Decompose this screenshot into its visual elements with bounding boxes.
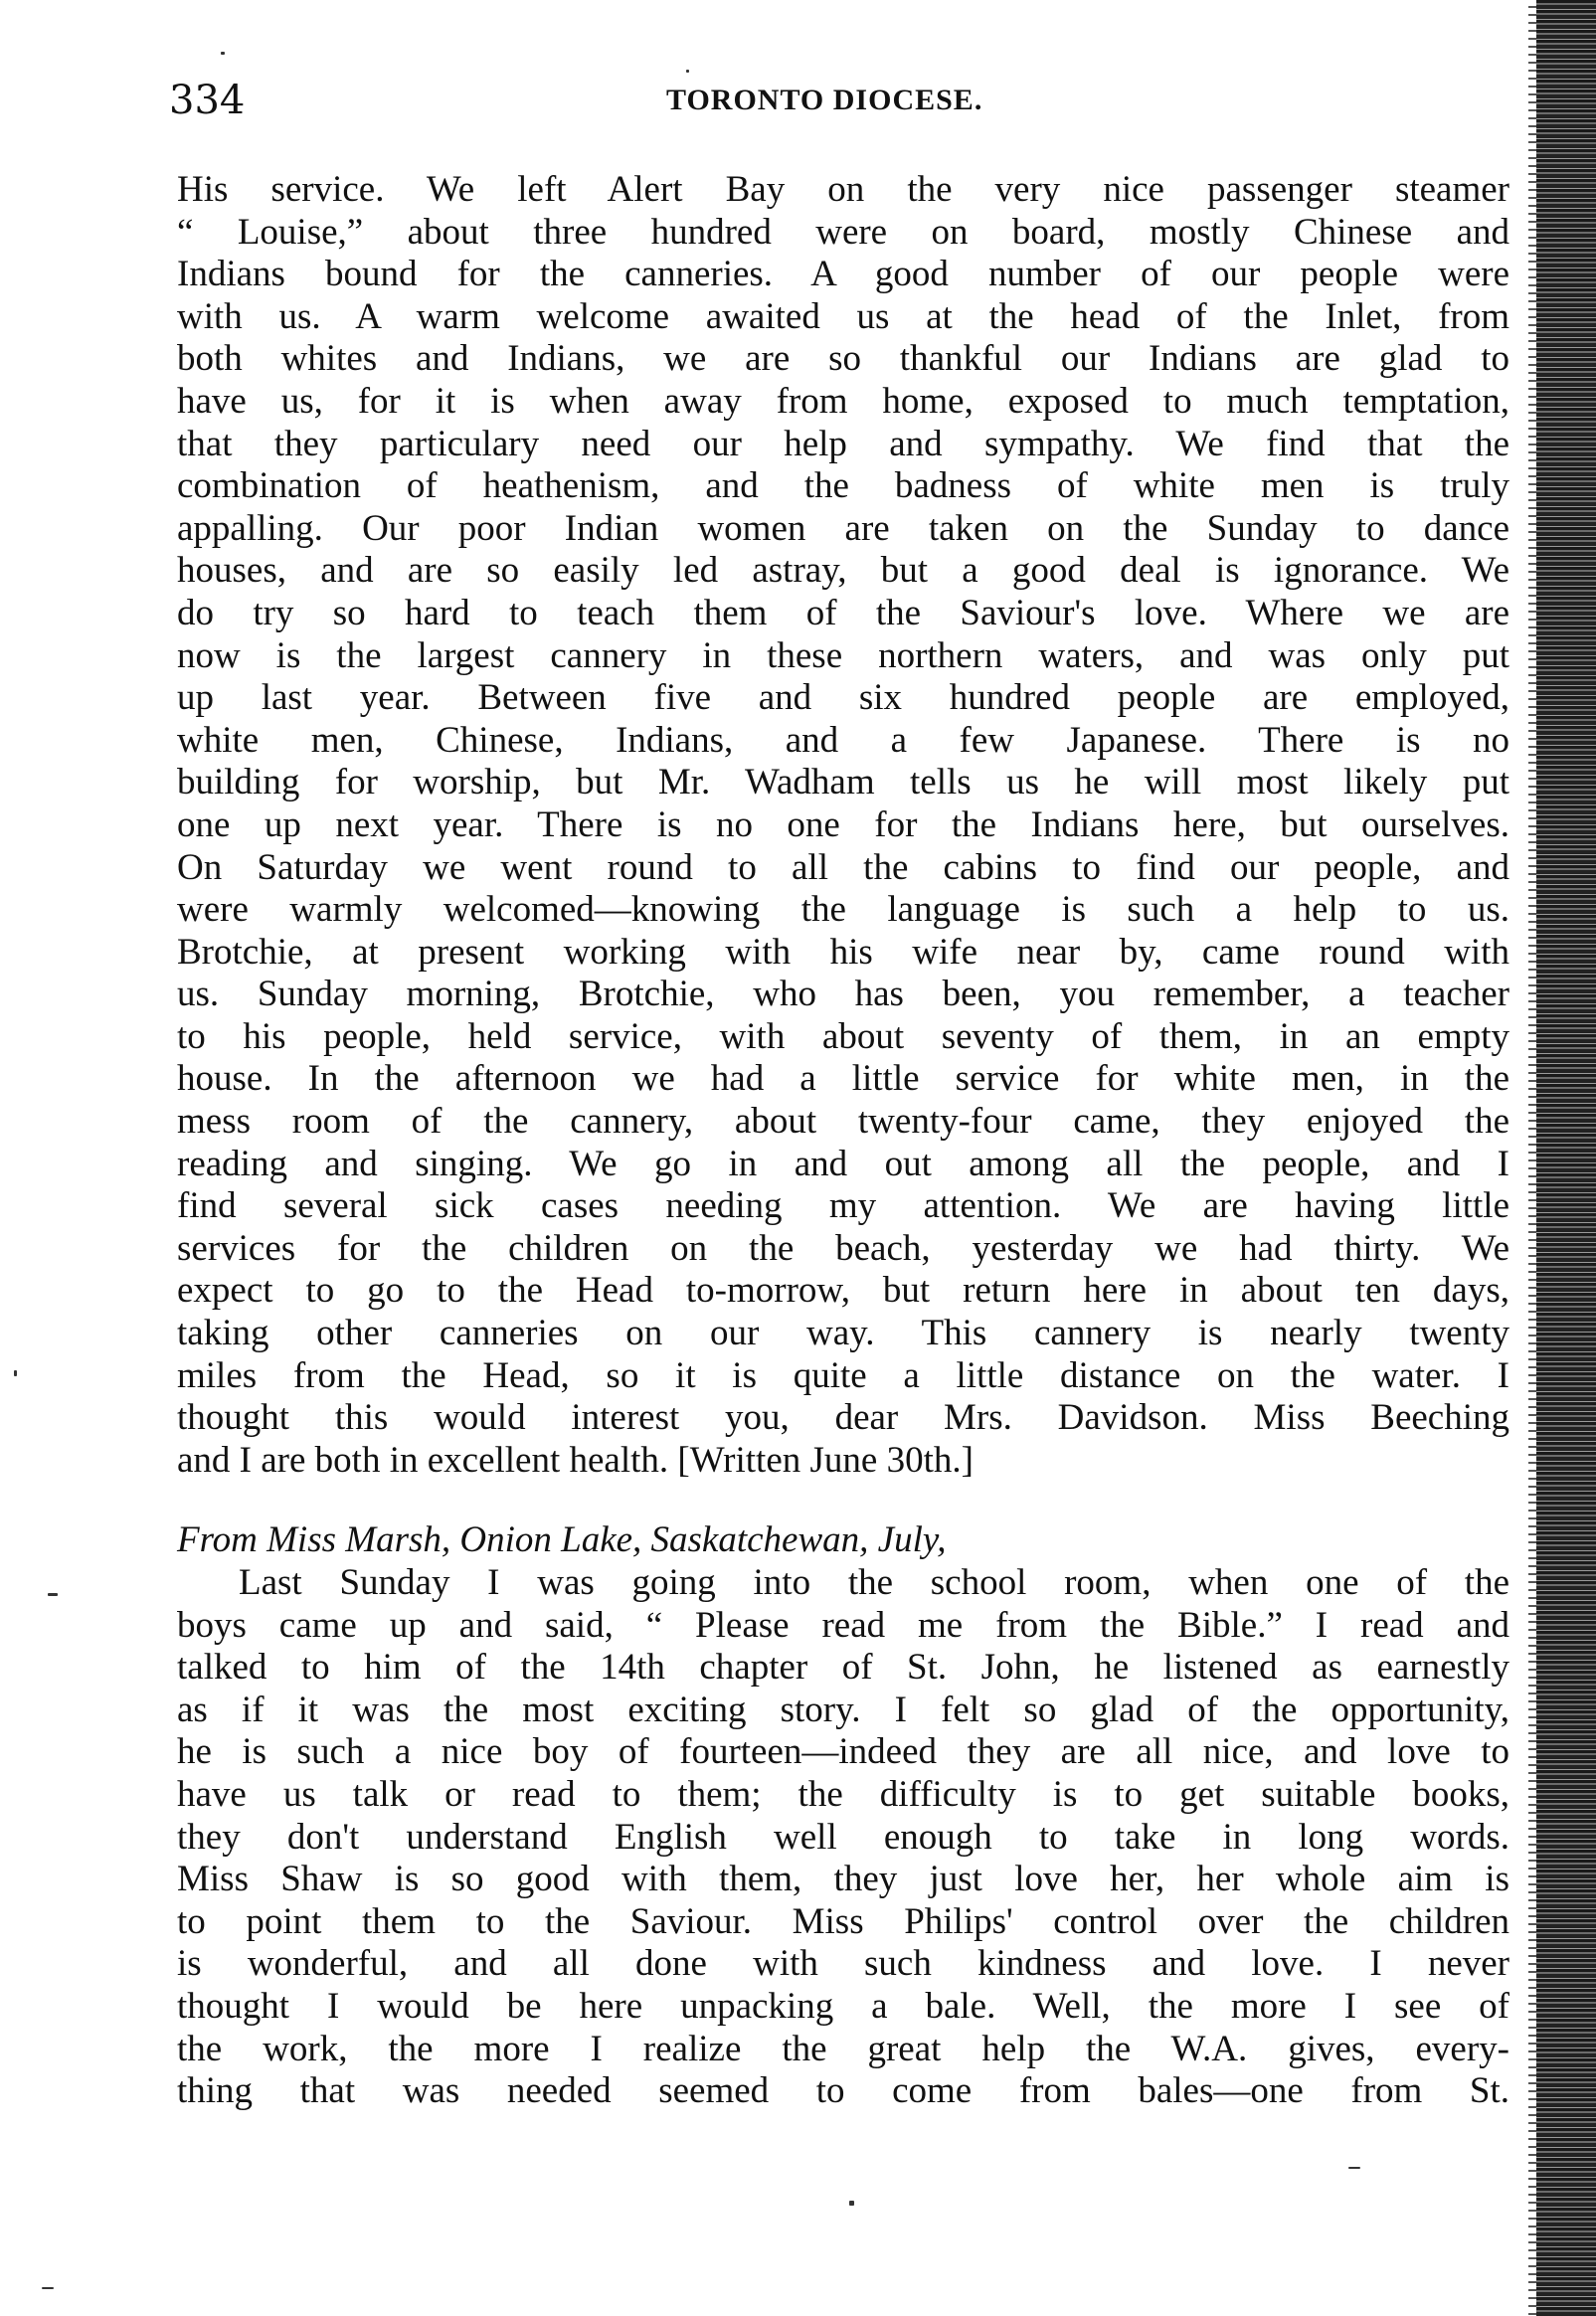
text-line: both whites and Indians, we are so thankful our Indians are glad to xyxy=(177,338,1509,380)
text-line: services for the children on the beach, yesterday we had thirty. We xyxy=(177,1227,1509,1269)
text-line: do try so hard to teach them of the Saviour's love. Where we are xyxy=(177,592,1509,633)
body-text xyxy=(177,169,1509,2113)
section-heading: From Miss Marsh, Onion Lake, Saskatchewan, July, xyxy=(177,1519,947,1561)
section-gap xyxy=(177,1482,1509,1519)
text-line: combination of heathenism, and the badness of white men is truly xyxy=(177,465,1509,507)
text-line: mess room of the cannery, about twenty-four came, they enjoyed the xyxy=(177,1101,1509,1143)
text-line: is wonderful, and all done with such kindness and love. I never xyxy=(177,1943,1509,1985)
text-line: “ Louise,” about three hundred were on board, mostly Chinese and xyxy=(177,211,1509,253)
text-line: taking other canneries on our way. This cannery is nearly twenty xyxy=(177,1313,1509,1354)
text-line: he is such a nice boy of fourteen—indeed they are all nice, and love to xyxy=(177,1731,1509,1773)
text-line: were warmly welcomed—knowing the language is such a help to us. xyxy=(177,889,1509,931)
text-line: building for worship, but Mr. Wadham tells us he will most likely put xyxy=(177,762,1509,803)
letter-paragraph xyxy=(177,169,1509,1482)
text-line: Indians bound for the canneries. A good number of our people were xyxy=(177,254,1509,295)
page-number: 334 xyxy=(169,78,246,123)
text-line: His service. We left Alert Bay on the very nice passenger steamer xyxy=(177,169,1509,210)
scan-speck xyxy=(42,2287,54,2289)
text-line: Brotchie, at present working with his wife near by, came round with xyxy=(177,931,1509,973)
text-line: that they particulary need our help and sympathy. We find that the xyxy=(177,423,1509,464)
text-line: have us, for it is when away from home, exposed to much temptation, xyxy=(177,380,1509,422)
text-line: they don't understand English well enough to take in long words. xyxy=(177,1816,1509,1858)
scan-speck xyxy=(14,1370,17,1376)
text-line: the work, the more I realize the great help the W.A. gives, every- xyxy=(177,2028,1509,2069)
text-line: one up next year. There is no one for the Indians here, but ourselves. xyxy=(177,803,1509,845)
text-line: to point them to the Saviour. Miss Philips' control over the children xyxy=(177,1900,1509,1942)
text-line: thought this would interest you, dear Mrs. Davidson. Miss Beeching xyxy=(177,1397,1509,1439)
scan-speck xyxy=(686,70,689,73)
text-line: us. Sunday morning, Brotchie, who has been, you remember, a teacher xyxy=(177,974,1509,1015)
text-line: now is the largest cannery in these northern waters, and was only put xyxy=(177,634,1509,676)
text-line: appalling. Our poor Indian women are taken on the Sunday to dance xyxy=(177,507,1509,549)
page-header xyxy=(169,78,1521,137)
text-line: and I are both in excellent health. [Written June 30th.] xyxy=(177,1439,974,1481)
text-line: houses, and are so easily led astray, but a good deal is ignorance. We xyxy=(177,550,1509,592)
scan-speck xyxy=(221,52,225,55)
scan-speck xyxy=(849,2201,854,2206)
text-line: boys came up and said, “ Please read me from the Bible.” I read and xyxy=(177,1604,1509,1646)
text-line: up last year. Between five and six hundred people are employed, xyxy=(177,677,1509,719)
text-line: Miss Shaw is so good with them, they just love her, her whole aim is xyxy=(177,1859,1509,1900)
running-title: TORONTO DIOCESE. xyxy=(666,84,983,116)
text-line: Last Sunday I was going into the school room, when one of the xyxy=(239,1562,1509,1603)
text-line: as if it was the most exciting story. I felt so glad of the opportunity, xyxy=(177,1689,1509,1730)
text-line: thing that was needed seemed to come from bales—one from St. xyxy=(177,2070,1509,2112)
scan-speck xyxy=(1348,2167,1360,2169)
text-line: expect to go to the Head to-morrow, but return here in about ten days, xyxy=(177,1270,1509,1312)
text-line: On Saturday we went round to all the cabins to find our people, and xyxy=(177,846,1509,888)
text-line: to his people, held service, with about seventy of them, in an empty xyxy=(177,1015,1509,1057)
text-line: white men, Chinese, Indians, and a few Japanese. There is no xyxy=(177,719,1509,761)
text-line: reading and singing. We go in and out among all the people, and I xyxy=(177,1143,1509,1184)
book-binding-edge xyxy=(1536,0,1596,2316)
scan-speck xyxy=(48,1593,58,1596)
letter-paragraph xyxy=(177,1562,1509,2113)
text-line: find several sick cases needing my attention. We are having little xyxy=(177,1185,1509,1227)
text-line: miles from the Head, so it is quite a little distance on the water. I xyxy=(177,1354,1509,1396)
text-line: thought I would be here unpacking a bale. Well, the more I see of xyxy=(177,1985,1509,2027)
text-line: with us. A warm welcome awaited us at the head of the Inlet, from xyxy=(177,295,1509,337)
text-line: talked to him of the 14th chapter of St. John, he listened as earnestly xyxy=(177,1647,1509,1689)
text-line: have us talk or read to them; the difficulty is to get suitable books, xyxy=(177,1773,1509,1815)
text-line: house. In the afternoon we had a little service for white men, in the xyxy=(177,1058,1509,1100)
